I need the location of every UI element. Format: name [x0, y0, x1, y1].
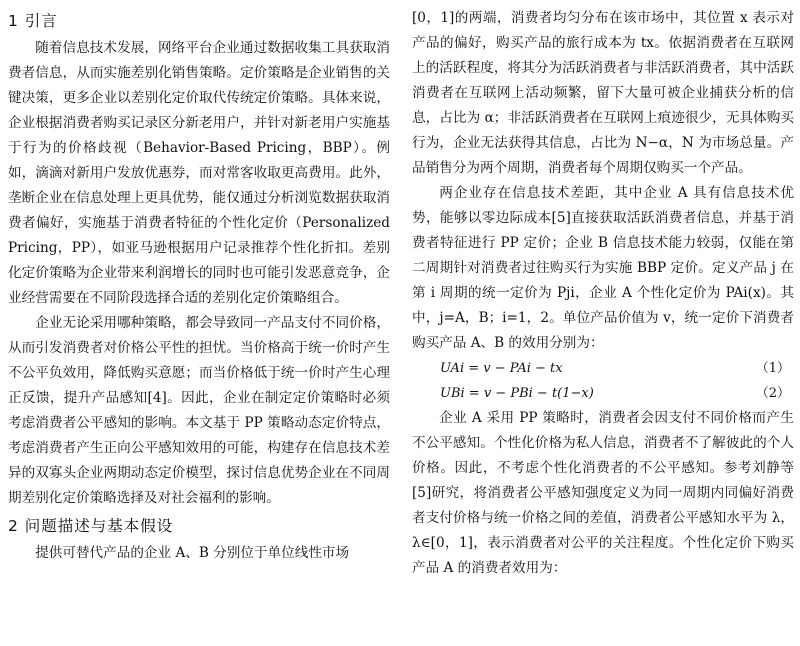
equation-2-number: （2）	[755, 386, 790, 401]
section-heading-problem: 2 问题描述与基本假设	[8, 517, 174, 535]
equation-1-number: （1）	[755, 361, 790, 376]
section-heading-introduction: 1 引言	[8, 12, 58, 30]
right-column	[412, 6, 794, 581]
equation-1-expression: UAi = v − PAi − tx	[440, 361, 563, 376]
fairness-paragraph: 企业 A 采用 PP 策略时，消费者会因支付不同价格而产生不公平感知。个性化价格为私人信息，消费者不了解彼此的个人价格。因此，不考虑个性化消费者的不公平感知。参考刘静等[5]研究，将消费者公平感知强度定义为同一周期内同偏好消费者支付价格与统一价格之间的差值，消费者公平感知水平为 λ，λ∈[0，1]，表示消费者对公平的关注程度。个性化定价下购买产品 A 的消费者效用为：	[412, 410, 794, 576]
equation-1	[412, 356, 794, 381]
tech-gap-paragraph: 两企业存在信息技术差距，其中企业 A 具有信息技术优势，能够以零边际成本[5]直接获取活跃消费者信息，并基于消费者特征进行 PP 定价；企业 B 信息技术能力较弱，仅能在第二周期针对消费者过往购买行为实施 BBP 定价。定义产品 j 在第 i 周期的统一定价为 Pji，企业 A 个性化定价为 PAi(x)。其中，j=A，B；i=1，2。单位产品价值为 v，统一定价下消费者购买产品 A、B 的效用分别为：	[412, 185, 794, 351]
left-column	[8, 6, 390, 566]
equation-2	[412, 381, 794, 406]
intro-paragraph-2: 企业无论采用哪种策略，都会导致同一产品支付不同价格，从而引发消费者对价格公平性的担忧。当价格高于统一价时产生不公平负效用，降低购买意愿；而当价格低于统一价时产生心理正反馈，提升产品感知[4]。因此，企业在制定定价策略时必须考虑消费者公平感知的影响。本文基于 PP 策略动态定价特点，考虑消费者产生正向公平感知效用的可能，构建存在信息技术差异的双寡头企业两期动态定价模型，探讨信息优势企业在不同周期差别化定价策略选择及对社会福利的影响。	[8, 315, 390, 506]
intro-paragraph-1: 随着信息技术发展，网络平台企业通过数据收集工具获取消费者信息，从而实施差别化销售策略。定价策略是企业销售的关键决策，更多企业以差别化定价取代传统定价策略。具体来说，企业根据消费者购买记录区分新老用户，并针对新老用户实施基于行为的价格歧视（Behavior-Based Pricing，BBP）。例如，滴滴对新用户发放优惠券，而对常客收取更高费用。此外，垄断企业在信息处理上更具优势，能仅通过分析浏览数据获取消费者偏好，实施基于消费者特征的个性化定价（Personalized Pricing，PP），如亚马逊根据用户记录推荐个性化折扣。差别化定价策略为企业带来利润增长的同时也可能引发恶意竞争，企业经营需要在不同阶段选择合适的差别化定价策略组合。	[8, 40, 390, 306]
equation-2-expression: UBi = v − PBi − t(1−x)	[440, 386, 594, 401]
problem-paragraph-continued: [0，1]的两端，消费者均匀分布在该市场中，其位置 x 表示对产品的偏好，购买产品的旅行成本为 tx。依据消费者在互联网上的活跃程度，将其分为活跃消费者与非活跃消费者，其中活跃消费者在互联网上活动频繁，留下大量可被企业捕获分析的信息，占比为 α；非活跃消费者在互联网上痕迹很少，无具体购买行为，企业无法获得其信息，占比为 N−α，N 为市场总量。产品销售分为两个周期，消费者每个周期仅购买一个产品。	[412, 10, 794, 176]
problem-paragraph-start: 提供可替代产品的企业 A、B 分别位于单位线性市场	[35, 545, 350, 561]
